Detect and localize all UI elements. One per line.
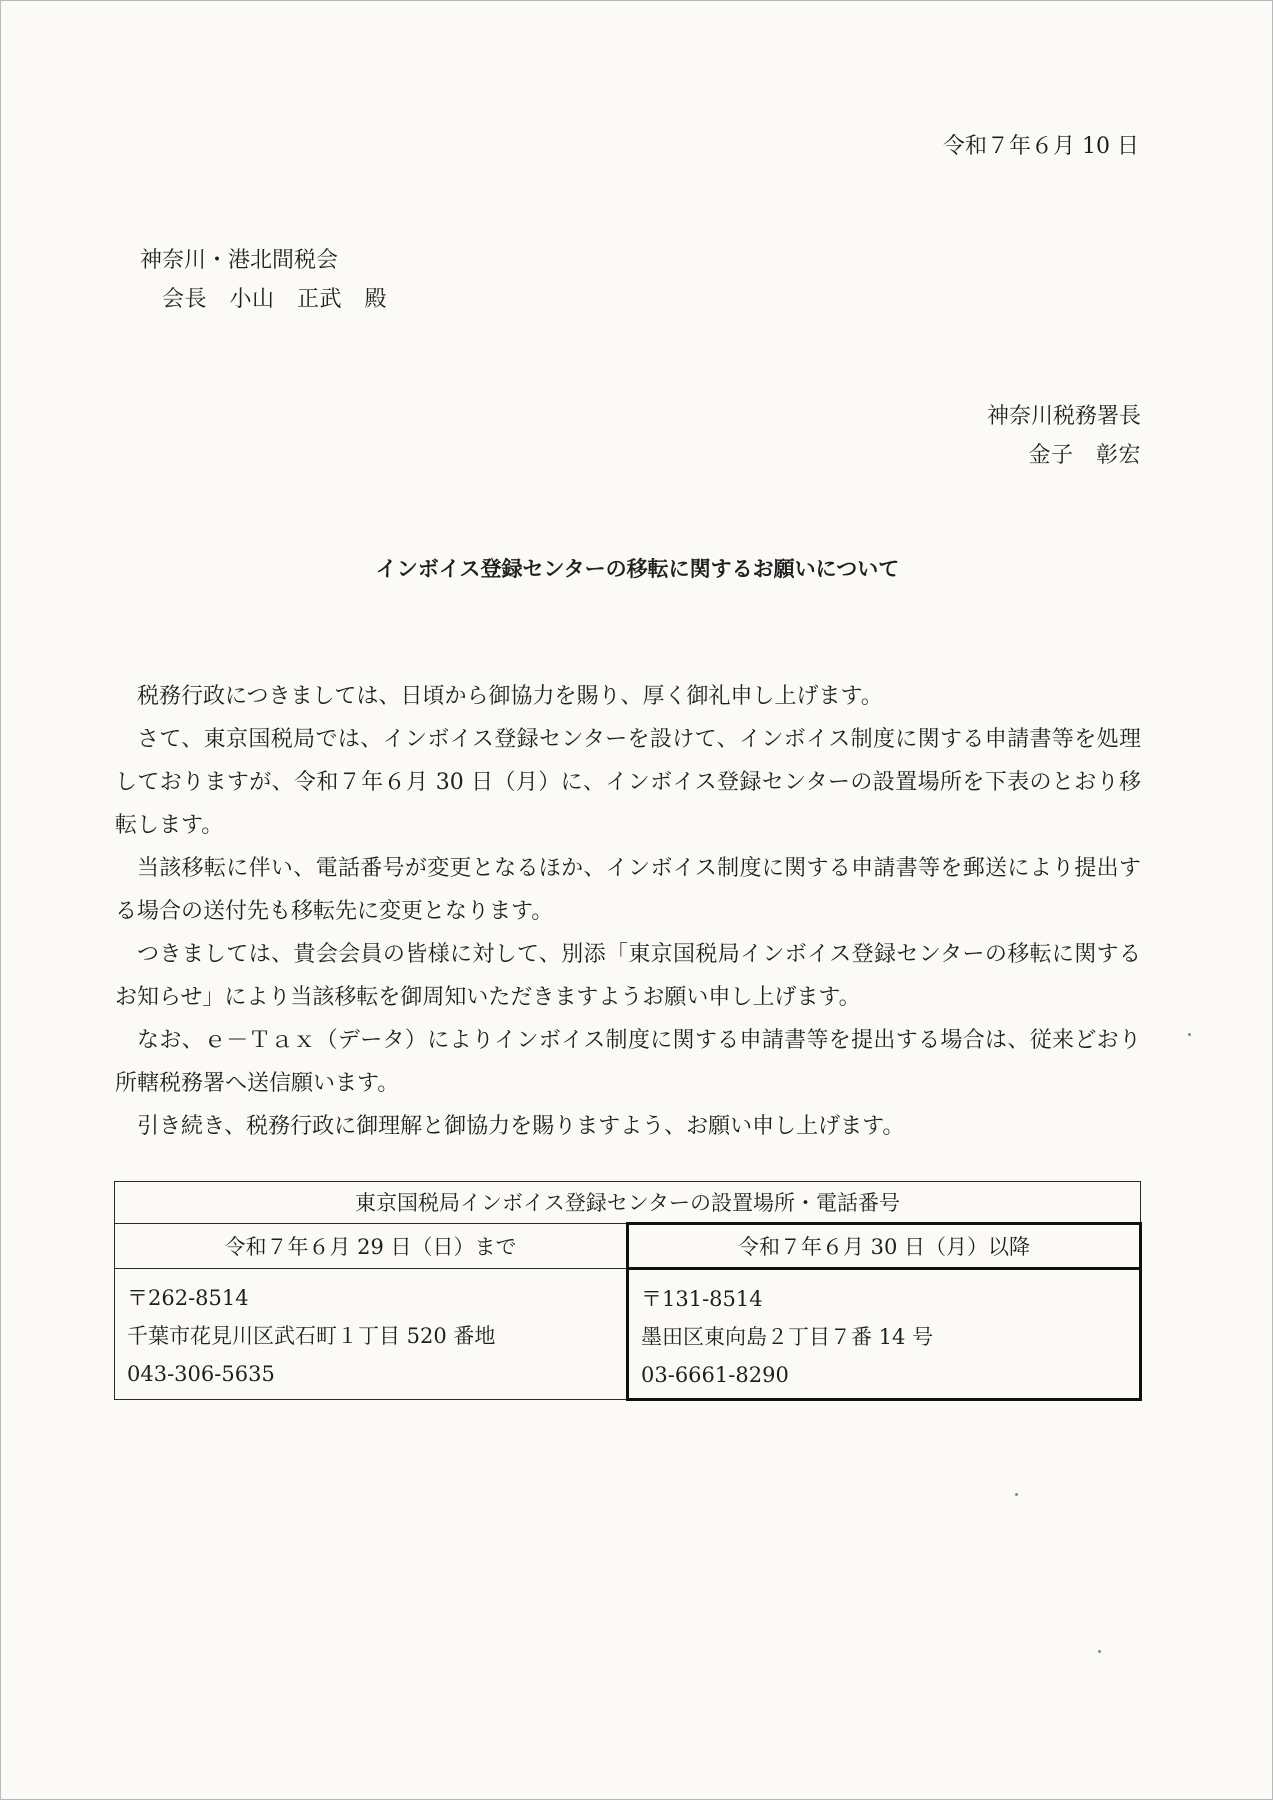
letter-date: 令和７年６月 10 日 [943, 134, 1139, 159]
recipient-name: 会長 小山 正武 殿 [162, 287, 388, 312]
scan-speck [1188, 1033, 1191, 1036]
body-paragraph: なお、ｅ－Ｔａｘ（データ）によりインボイス制度に関する申請書等を提出する場合は、従来どおり所轄税務署へ送信願います。 [115, 1028, 1141, 1096]
body-paragraph: 当該移転に伴い、電話番号が変更となるほか、インボイス制度に関する申請書等を郵送により提出する場合の送付先も移転先に変更となります。 [115, 856, 1141, 924]
body-paragraph: つきましては、貴会会員の皆様に対して、別添「東京国税局インボイス登録センターの移転に関するお知らせ」により当該移転を御周知いただきますようお願い申し上げます。 [115, 942, 1141, 1010]
cell-before [115, 1269, 628, 1400]
before-postal-code: 〒262-8514 [127, 1286, 249, 1310]
letter-title: インボイス登録センターの移転に関するお願いについて [375, 557, 900, 581]
after-address: 墨田区東向島２丁目７番 14 号 [641, 1325, 934, 1349]
scan-speck [1015, 1493, 1018, 1496]
before-phone: 043-306-5635 [127, 1362, 275, 1386]
sender-title: 神奈川税務署長 [986, 404, 1141, 429]
after-phone: 03-6661-8290 [641, 1363, 789, 1387]
recipient-organization: 神奈川・港北間税会 [140, 248, 339, 273]
relocation-table [114, 1181, 1142, 1401]
scan-speck [1098, 1650, 1101, 1653]
before-address: 千葉市花見川区武石町１丁目 520 番地 [127, 1324, 496, 1348]
after-postal-code: 〒131-8514 [641, 1287, 763, 1311]
body-paragraph: 税務行政につきましては、日頃から御協力を賜り、厚く御礼申し上げます。 [137, 684, 883, 709]
body-paragraph: さて、東京国税局では、インボイス登録センターを設けて、インボイス制度に関する申請書等を処理しておりますが、令和７年６月 30 日（月）に、インボイス登録センターの設置場所を下表のとおり移転します。 [115, 727, 1141, 838]
table-header: 東京国税局インボイス登録センターの設置場所・電話番号 [115, 1182, 1141, 1224]
body-paragraph: 引き続き、税務行政に御理解と御協力を賜りますよう、お願い申し上げます。 [137, 1114, 905, 1139]
cell-after [628, 1269, 1141, 1400]
sender-name: 金子 彰宏 [1028, 443, 1141, 468]
letter-body [115, 675, 1141, 1148]
column-after-label: 令和７年６月 30 日（月）以降 [628, 1224, 1141, 1269]
column-before-label: 令和７年６月 29 日（日）まで [115, 1224, 628, 1269]
